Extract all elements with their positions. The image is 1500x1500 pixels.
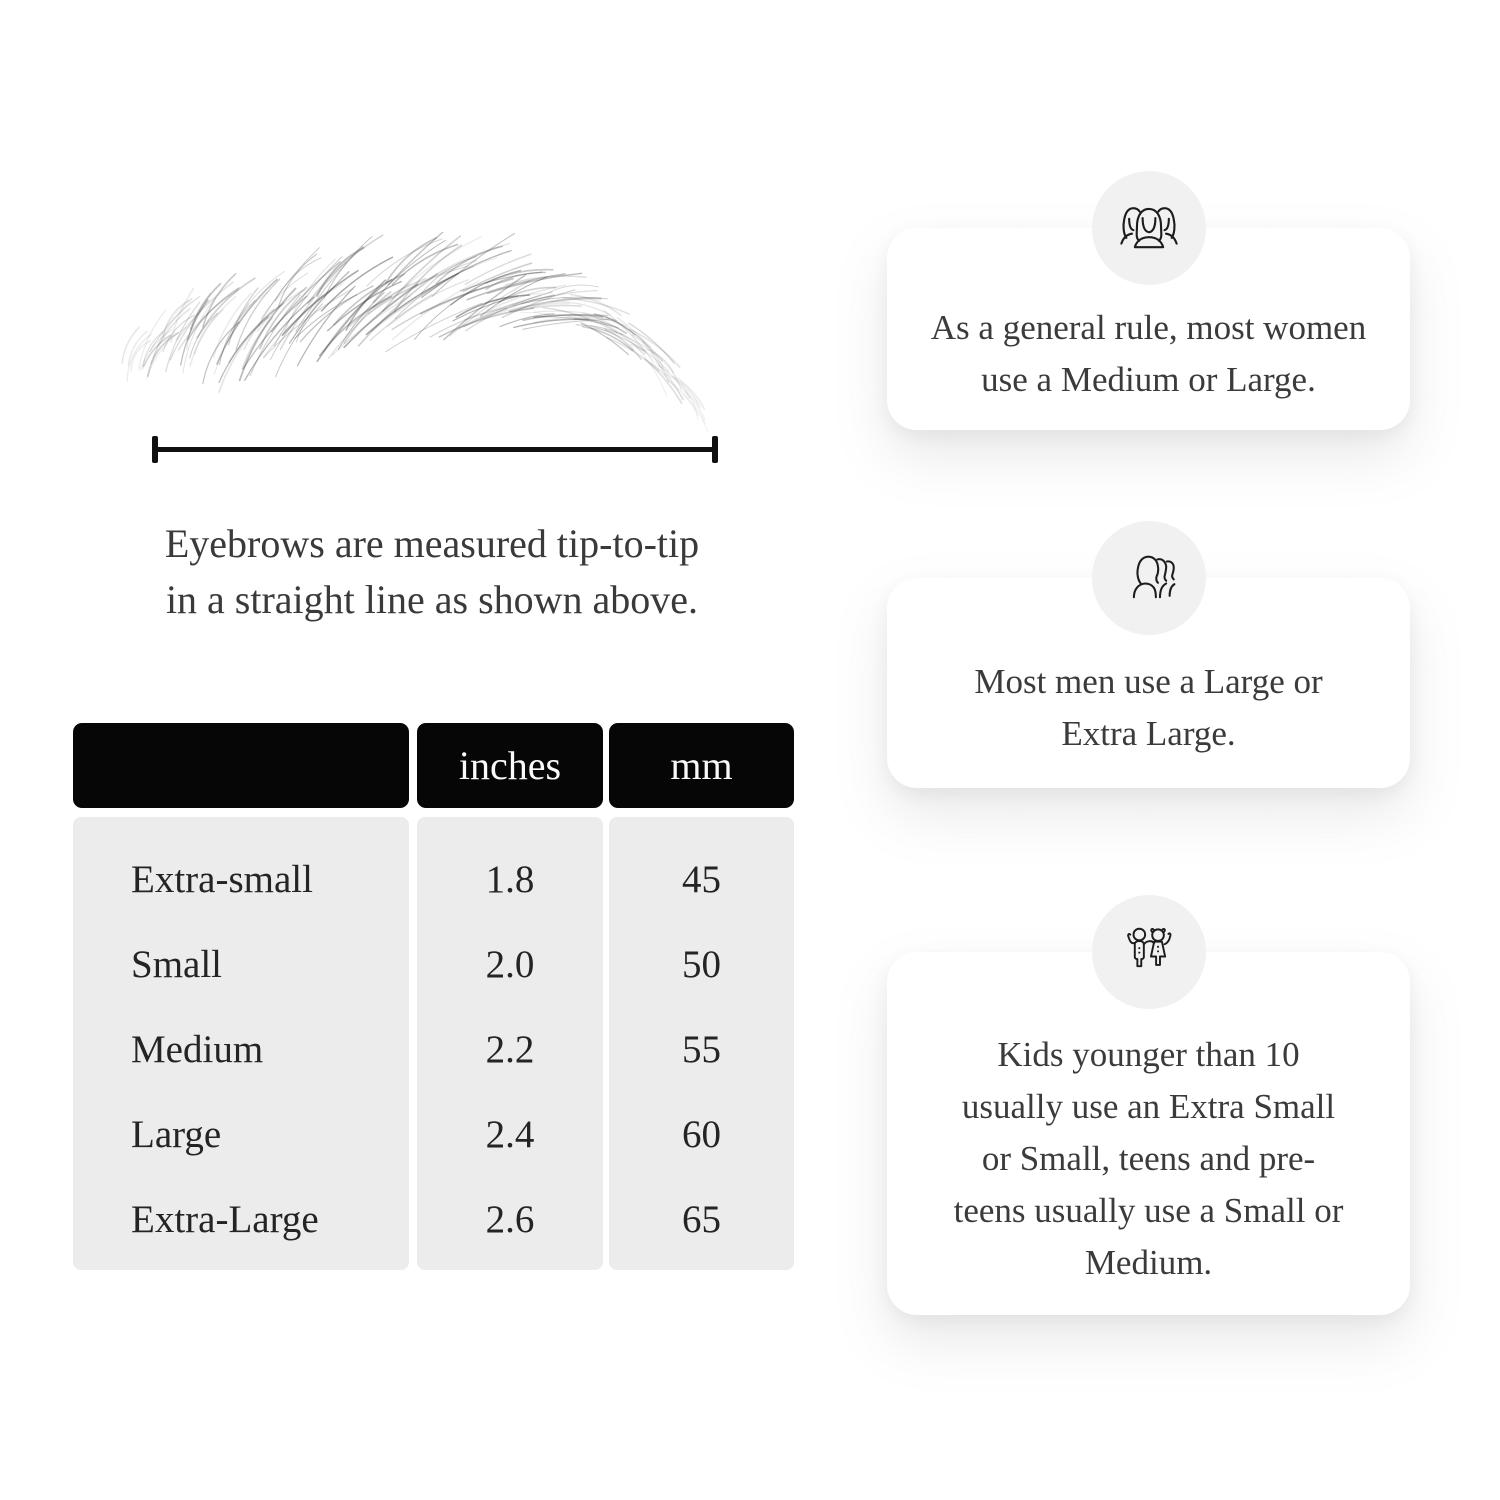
table-cell-mm: 50 <box>682 943 721 986</box>
table-cell-inches: 2.2 <box>485 1028 535 1071</box>
table-row-size: Large <box>131 1113 222 1156</box>
table-row-size: Extra-small <box>131 858 313 901</box>
size-table-header-inches: inches <box>417 723 603 808</box>
table-cell-inches: 2.4 <box>485 1113 535 1156</box>
table-row-size: Small <box>131 943 223 986</box>
eyebrow-illustration <box>108 232 708 444</box>
table-row-size: Extra-Large <box>131 1198 319 1241</box>
size-table-body-sizes <box>73 817 409 1270</box>
card-text-men: Most men use a Large or Extra Large. <box>974 662 1323 753</box>
info-card-kids <box>887 952 1410 1315</box>
table-cell-mm: 60 <box>682 1113 721 1156</box>
table-cell-mm: 45 <box>682 858 721 901</box>
caption-line-1: Eyebrows are measured tip-to-tip <box>164 521 700 566</box>
men-group-icon <box>1092 521 1206 635</box>
size-table-body-mm <box>609 817 794 1270</box>
table-cell-mm: 65 <box>682 1198 721 1241</box>
measurement-bar <box>152 447 718 452</box>
kids-icon <box>1092 895 1206 1009</box>
info-card-women <box>887 228 1410 430</box>
size-table-header-blank <box>73 723 409 808</box>
measurement-caption <box>70 516 794 628</box>
table-cell-inches: 1.8 <box>485 858 535 901</box>
measurement-tick-right <box>712 436 718 463</box>
card-text-women: As a general rule, most women use a Medium or Large. <box>930 308 1367 399</box>
table-cell-mm: 55 <box>682 1028 721 1071</box>
table-cell-inches: 2.6 <box>485 1198 535 1241</box>
size-table-header-mm: mm <box>609 723 794 808</box>
women-group-icon <box>1092 171 1206 285</box>
caption-line-2: in a straight line as shown above. <box>165 577 699 622</box>
table-cell-inches: 2.0 <box>485 943 535 986</box>
measurement-line <box>152 436 718 463</box>
table-row-size: Medium <box>131 1028 264 1071</box>
info-card-men <box>887 578 1410 788</box>
eyebrow-icon <box>108 232 708 444</box>
card-text-kids: Kids younger than 10 usually use an Extra Small or Small, teens and pre-teens usually use a Small or Medium. <box>953 1034 1344 1282</box>
size-table-body-inches <box>417 817 603 1270</box>
